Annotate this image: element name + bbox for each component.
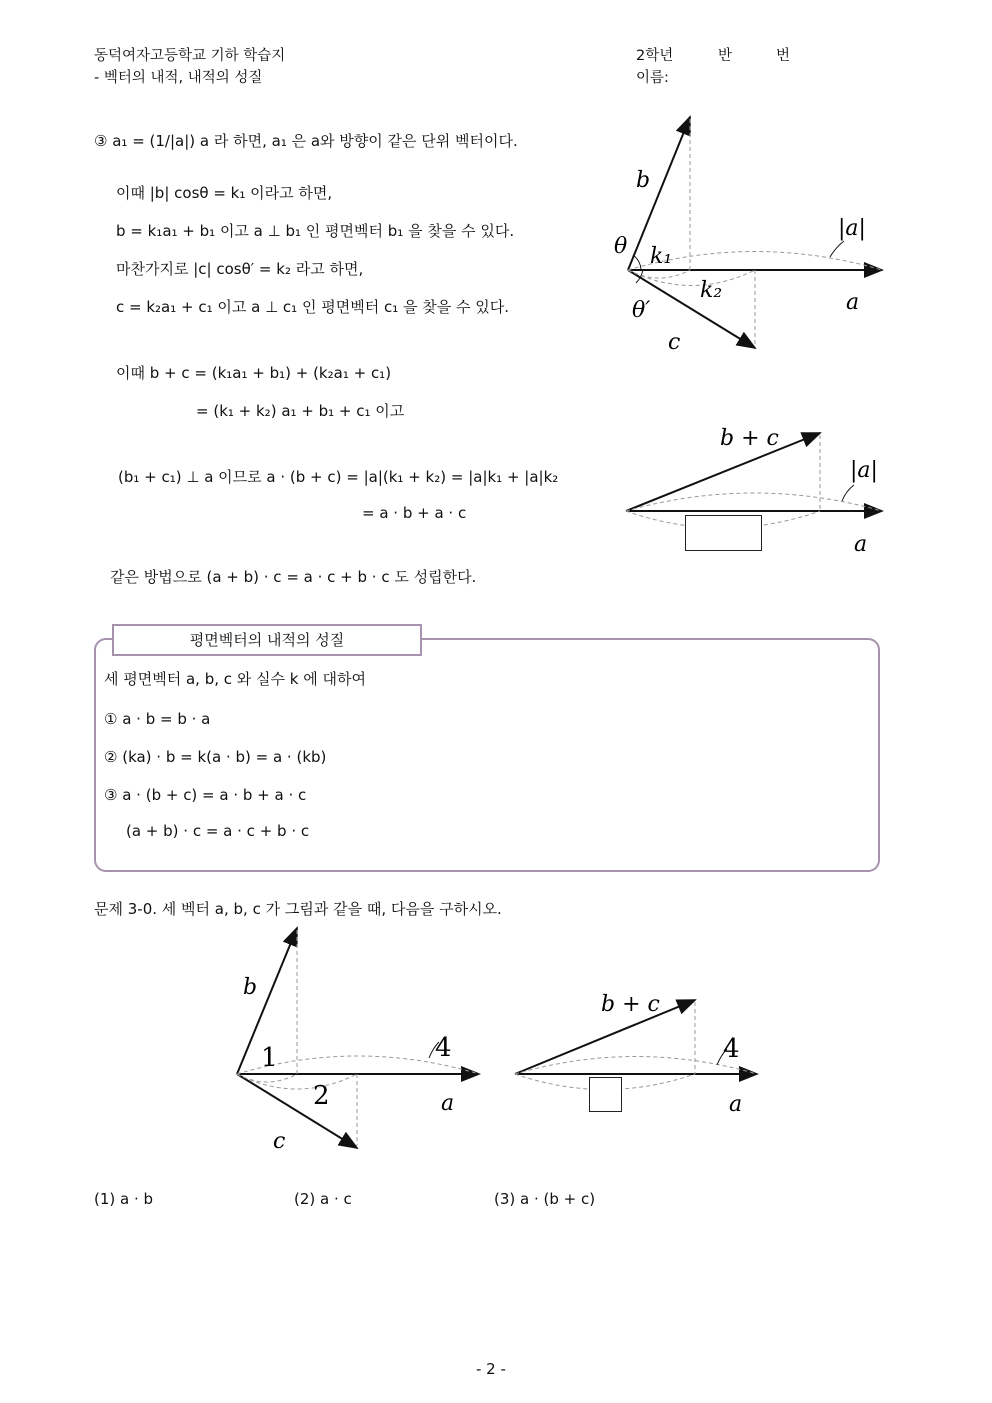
derivation-line-6: 이때 b + c = (k₁a₁ + b₁) + (k₂a₁ + c₁) bbox=[116, 364, 392, 382]
problem-sum-figure bbox=[505, 975, 775, 1115]
label-a: a bbox=[846, 290, 860, 315]
problem-statement: 문제 3-0. 세 벡터 a, b, c 가 그림과 같을 때, 다음을 구하시오. bbox=[94, 900, 502, 918]
label-two: 2 bbox=[313, 1081, 330, 1111]
page-number: - 2 - bbox=[476, 1360, 506, 1378]
number-label: 번 bbox=[776, 48, 791, 64]
label-four: 4 bbox=[435, 1033, 452, 1063]
question-2: (2) a · c bbox=[294, 1190, 352, 1208]
derivation-line-10: 같은 방법으로 (a + b) · c = a · c + b · c 도 성립한다. bbox=[110, 568, 477, 586]
property-3a: ③ a · (b + c) = a · b + a · c bbox=[104, 786, 307, 804]
question-1: (1) a · b bbox=[94, 1190, 154, 1208]
derivation-line-8: (b₁ + c₁) ⊥ a 이므로 a · (b + c) = |a|(k₁ + k₂) = |a|k₁ + |a|k₂ bbox=[118, 468, 559, 486]
projection-figure bbox=[600, 105, 900, 365]
label-b: b bbox=[636, 168, 651, 193]
blank-answer-box bbox=[589, 1077, 622, 1112]
label-four: 4 bbox=[723, 1034, 740, 1064]
property-2: ② (ka) · b = k(a · b) = a · (kb) bbox=[104, 748, 327, 766]
label-abs-a: |a| bbox=[850, 458, 878, 483]
label-theta-prime: θ′ bbox=[632, 298, 651, 323]
label-abs-a: |a| bbox=[838, 216, 866, 241]
label-a: a bbox=[729, 1092, 743, 1115]
derivation-line-9: = a · b + a · c bbox=[362, 504, 467, 522]
vector-c-arrow bbox=[237, 1074, 357, 1148]
label-theta: θ bbox=[614, 234, 628, 259]
name-label: 이름: bbox=[636, 70, 669, 86]
label-k2: k₂ bbox=[700, 278, 723, 303]
properties-title: 평면벡터의 내적의 성질 bbox=[112, 624, 422, 656]
school-title: 동덕여자고등학교 기하 학습지 bbox=[94, 48, 286, 64]
blank-answer-box bbox=[685, 515, 762, 551]
grade-label: 2학년 bbox=[636, 48, 674, 64]
label-b-plus-c: b + c bbox=[601, 992, 660, 1017]
label-b-plus-c: b + c bbox=[720, 426, 779, 451]
label-c: c bbox=[273, 1129, 286, 1154]
label-one: 1 bbox=[261, 1043, 278, 1073]
property-3b: (a + b) · c = a · c + b · c bbox=[126, 822, 310, 840]
derivation-line-4: 마찬가지로 |c| cosθ′ = k₂ 라고 하면, bbox=[116, 260, 364, 278]
derivation-line-5: c = k₂a₁ + c₁ 이고 a ⊥ c₁ 인 평면벡터 c₁ 을 찾을 수 있다. bbox=[116, 298, 509, 316]
label-b: b bbox=[243, 975, 258, 1000]
derivation-line-3: b = k₁a₁ + b₁ 이고 a ⊥ b₁ 인 평면벡터 b₁ 을 찾을 수 있다. bbox=[116, 222, 515, 240]
derivation-line-7: = (k₁ + k₂) a₁ + b₁ + c₁ 이고 bbox=[196, 402, 405, 420]
problem-vectors-figure bbox=[225, 920, 495, 1160]
derivation-line-1: ③ a₁ = (1/|a|) a 라 하면, a₁ 은 a와 방향이 같은 단위 벡터이다. bbox=[94, 132, 518, 150]
derivation-line-2: 이때 |b| cosθ = k₁ 이라고 하면, bbox=[116, 184, 333, 202]
label-a: a bbox=[441, 1091, 455, 1116]
question-3: (3) a · (b + c) bbox=[494, 1190, 596, 1208]
label-c: c bbox=[668, 330, 681, 355]
label-a: a bbox=[854, 532, 868, 557]
class-label: 반 bbox=[718, 48, 733, 64]
label-k1: k₁ bbox=[650, 244, 673, 269]
properties-intro: 세 평면벡터 a, b, c 와 실수 k 에 대하여 bbox=[104, 670, 366, 688]
property-1: ① a · b = b · a bbox=[104, 710, 211, 728]
worksheet-subtitle: - 벡터의 내적, 내적의 성질 bbox=[94, 70, 263, 86]
